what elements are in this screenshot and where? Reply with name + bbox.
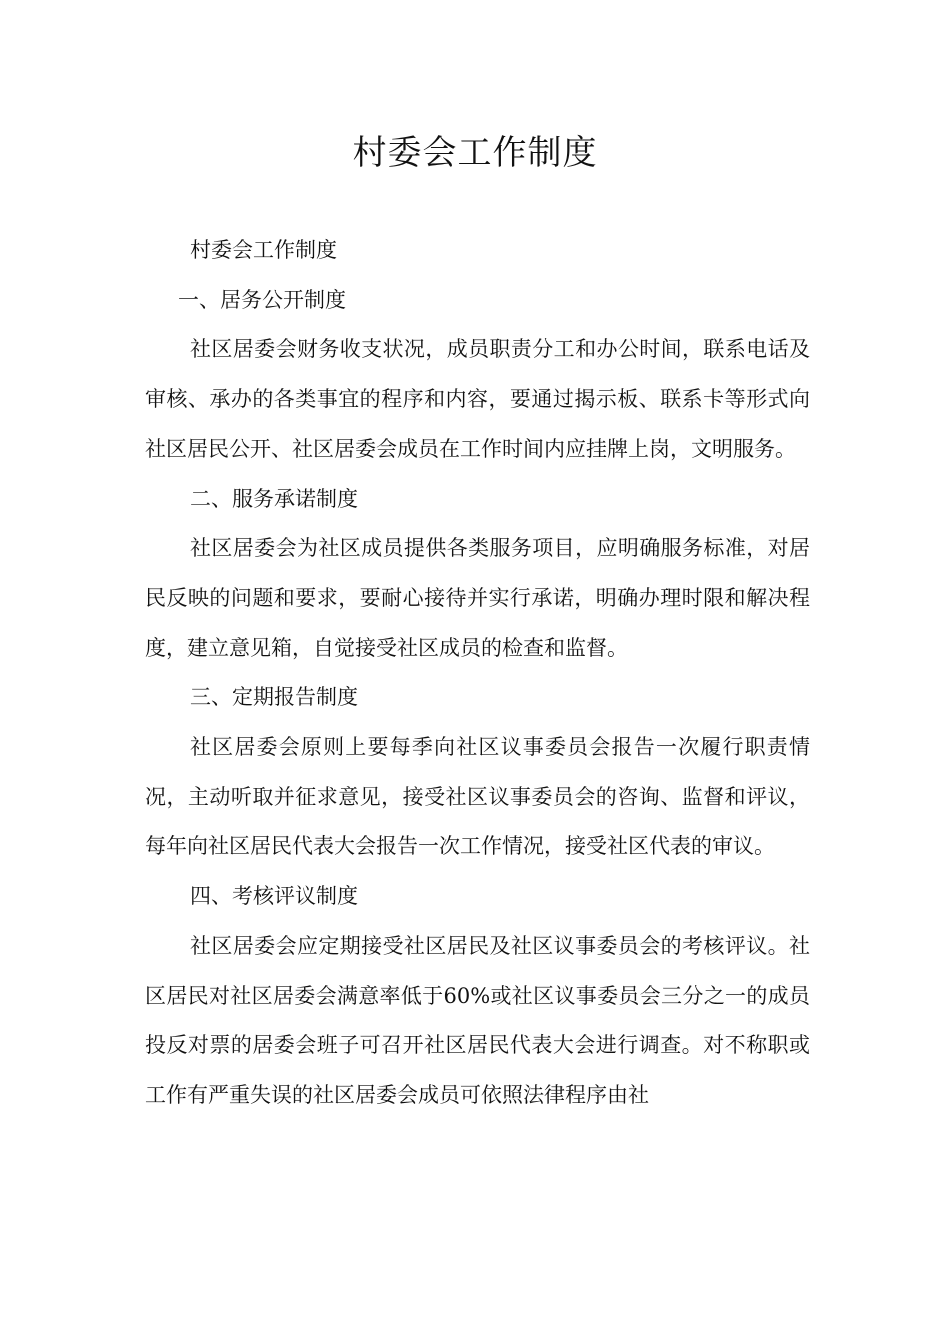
section-heading: 一、居务公开制度 bbox=[178, 287, 346, 312]
section-paragraph: 社区居委会财务收支状况，成员职责分工和办公时间，联系电话及审核、承办的各类事宜的程序和内容，要通过揭示板、联系卡等形式向社区居民公开、社区居委会成员在工作时间内应挂牌上岗，文明服务。 bbox=[145, 337, 810, 461]
section-paragraph: 社区居委会为社区成员提供各类服务项目，应明确服务标准，对居民反映的问题和要求，要耐心接待并实行承诺，明确办理时限和解决程度，建立意见箱，自觉接受社区成员的检查和监督。 bbox=[145, 536, 810, 660]
document-title: 村委会工作制度 bbox=[352, 133, 598, 173]
section-paragraph: 社区居委会应定期接受社区居民及社区议事委员会的考核评议。社区居民对社区居委会满意率低于60%或社区议事委员会三分之一的成员投反对票的居委会班子可召开社区居民代表大会进行调查。对不称职或工作有严重失误的社区居委会成员可依照法律程序由社 bbox=[145, 933, 810, 1107]
section-paragraph: 社区居委会原则上要每季向社区议事委员会报告一次履行职责情况，主动听取并征求意见，接受社区议事委员会的咨询、监督和评议，每年向社区居民代表大会报告一次工作情况，接受社区代表的审议。 bbox=[145, 735, 810, 859]
section-heading: 三、定期报告制度 bbox=[190, 685, 358, 710]
document-body bbox=[145, 226, 810, 1121]
intro-line: 村委会工作制度 bbox=[190, 238, 337, 262]
section-heading: 四、考核评议制度 bbox=[190, 884, 358, 909]
section-heading: 二、服务承诺制度 bbox=[190, 486, 358, 511]
